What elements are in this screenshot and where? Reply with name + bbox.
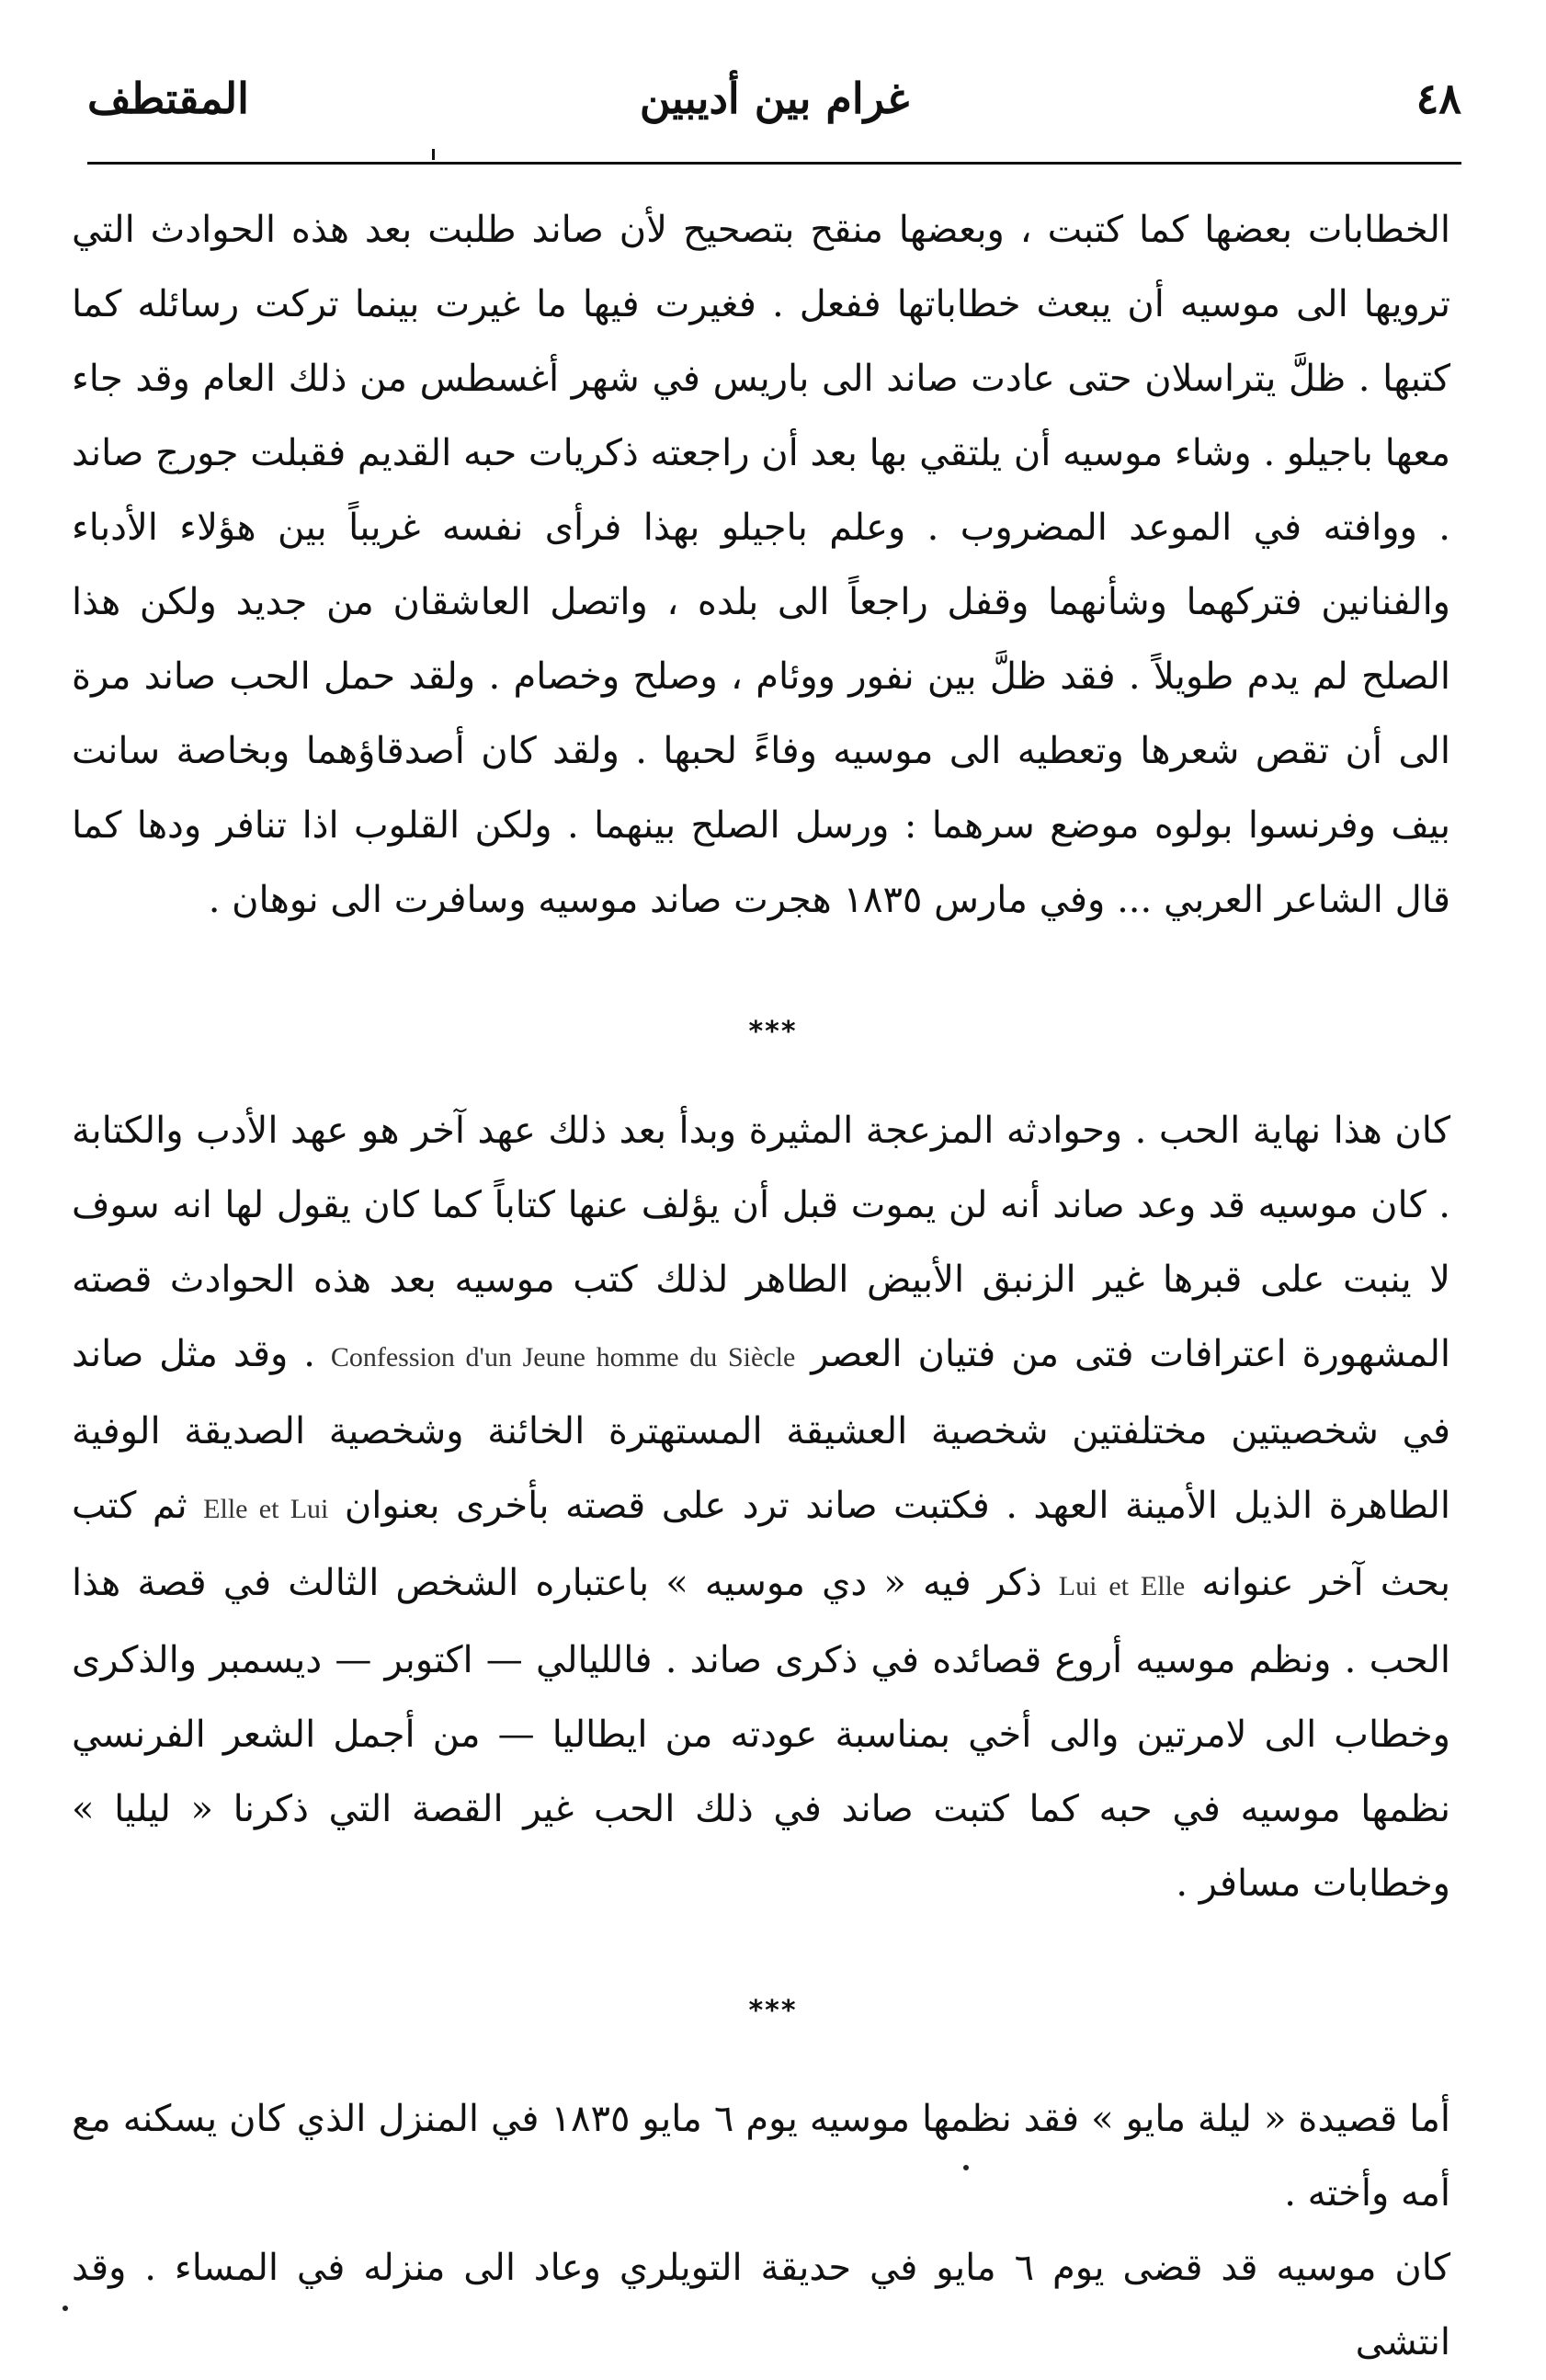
ink-speck — [63, 2306, 68, 2311]
text-run: كان هذا نهاية الحب . وحوادثه المزعجة المثيرة وبدأ بعد ذلك عهد آخر هو عهد الأدب والكتابة . كان موسيه قد وعد صاند أنه لن يموت قبل أن يؤلف عنها كتاباً كما كان يقول لها انه سوف لا ينبت على قبرها غير الزنبق الأبيض الطاهر لذلك كتب موسيه بعد هذه الحوادث قصته المشهورة اعترافات فتى من فتيان العصر — [72, 1110, 1450, 1375]
foreign-title: Elle et Lui — [203, 1494, 329, 1524]
header-rule — [87, 162, 1461, 165]
header-rule-mark — [432, 149, 435, 160]
section-divider: *** — [748, 1995, 798, 2027]
journal-name: المقتطف — [87, 74, 249, 123]
paragraph: الخطابات بعضها كما كتبت ، وبعضها منقح بتصحيح لأن صاند طلبت بعد هذه الحوادث التي ترويها الى موسيه أن يبعث خطاباتها ففعل . فغيرت فيها ما غيرت بينما تركت رسائله كما كتبها . ظلَّ يتراسلان حتى عادت صاند الى باريس في شهر أغسطس من ذلك العام وقد جاء معها باجيلو . وشاء موسيه أن يلتقي بها بعد أن راجعته ذكريات حبه القديم فقبلت جورج صاند . ووافته في الموعد المضروب . وعلم باجيلو بهذا فرأى نفسه غريباً بين هؤلاء الأدباء والفنانين فتركهما وشأنهما وقفل راجعاً الى بلده ، واتصل العاشقان من جديد ولكن هذا الصلح لم يدم طويلاً . فقد ظلَّ بين نفور ووئام ، وصلح وخصام . ولقد حمل الحب صاند مرة الى أن تقص شعرها وتعطيه الى موسيه وفاءً لحبها . ولقد كان أصدقاؤهما وبخاصة سانت بيف وفرنسوا بولوه موضع سرهما : ورسل الصلح بينهما . ولكن القلوب اذا تنافر ودها كما قال الشاعر العربي ... وفي مارس ١٨٣٥ هجرت صاند موسيه وسافرت الى نوهان . — [72, 209, 1451, 921]
running-title: غرام بين أديبين — [639, 74, 910, 123]
body-section-2 — [72, 1094, 1450, 1921]
paragraph: كان موسيه قد قضى يوم ٦ مايو في حديقة التويلري وعاد الى منزله في المساء . وقد انتشى — [72, 2247, 1450, 2363]
foreign-title: Lui et Elle — [1058, 1571, 1186, 1601]
page-number: ٤٨ — [1415, 74, 1461, 123]
text-run: ذكر فيه « دي موسيه » باعتباره الشخص الثالث في قصة هذا الحب . ونظم موسيه أروع قصائده في ذكرى صاند . فالليالي — اكتوبر — ديسمبر والذكرى وخطاب الى لامرتين والى أخي بمناسبة عودته من ايطاليا — من أجمل الشعر الفرنسي نظمها موسيه في حبه كما كتبت صاند في ذلك الحب غير القصة التي ذكرنا « ليليا » وخطابات مسافر . — [72, 1562, 1450, 1905]
body-section-1 — [72, 193, 1450, 938]
section-divider: *** — [748, 1016, 798, 1048]
paragraph — [72, 1094, 1450, 1921]
foreign-title: Confession d'un Jeune homme du Siècle — [330, 1342, 796, 1372]
body-section-3 — [72, 2082, 1450, 2380]
text-run: . وقد مثل صاند في شخصيتين مختلفتين شخصية العشيقة المستهترة الخائنة وشخصية الصديقة الوفية الطاهرة الذيل الأمينة العهد . فكتبت صاند ترد على قصته بأخرى بعنوان — [72, 1333, 1451, 1527]
text-run: ثم كتب بحث آخر عنوانه — [72, 1485, 1450, 1604]
paragraph: أما قصيدة « ليلة مايو » فقد نظمها موسيه يوم ٦ مايو ١٨٣٥ في المنزل الذي كان يسكنه مع أمه وأخته . — [72, 2098, 1450, 2215]
ink-speck — [963, 2165, 969, 2170]
running-header — [87, 64, 1461, 156]
